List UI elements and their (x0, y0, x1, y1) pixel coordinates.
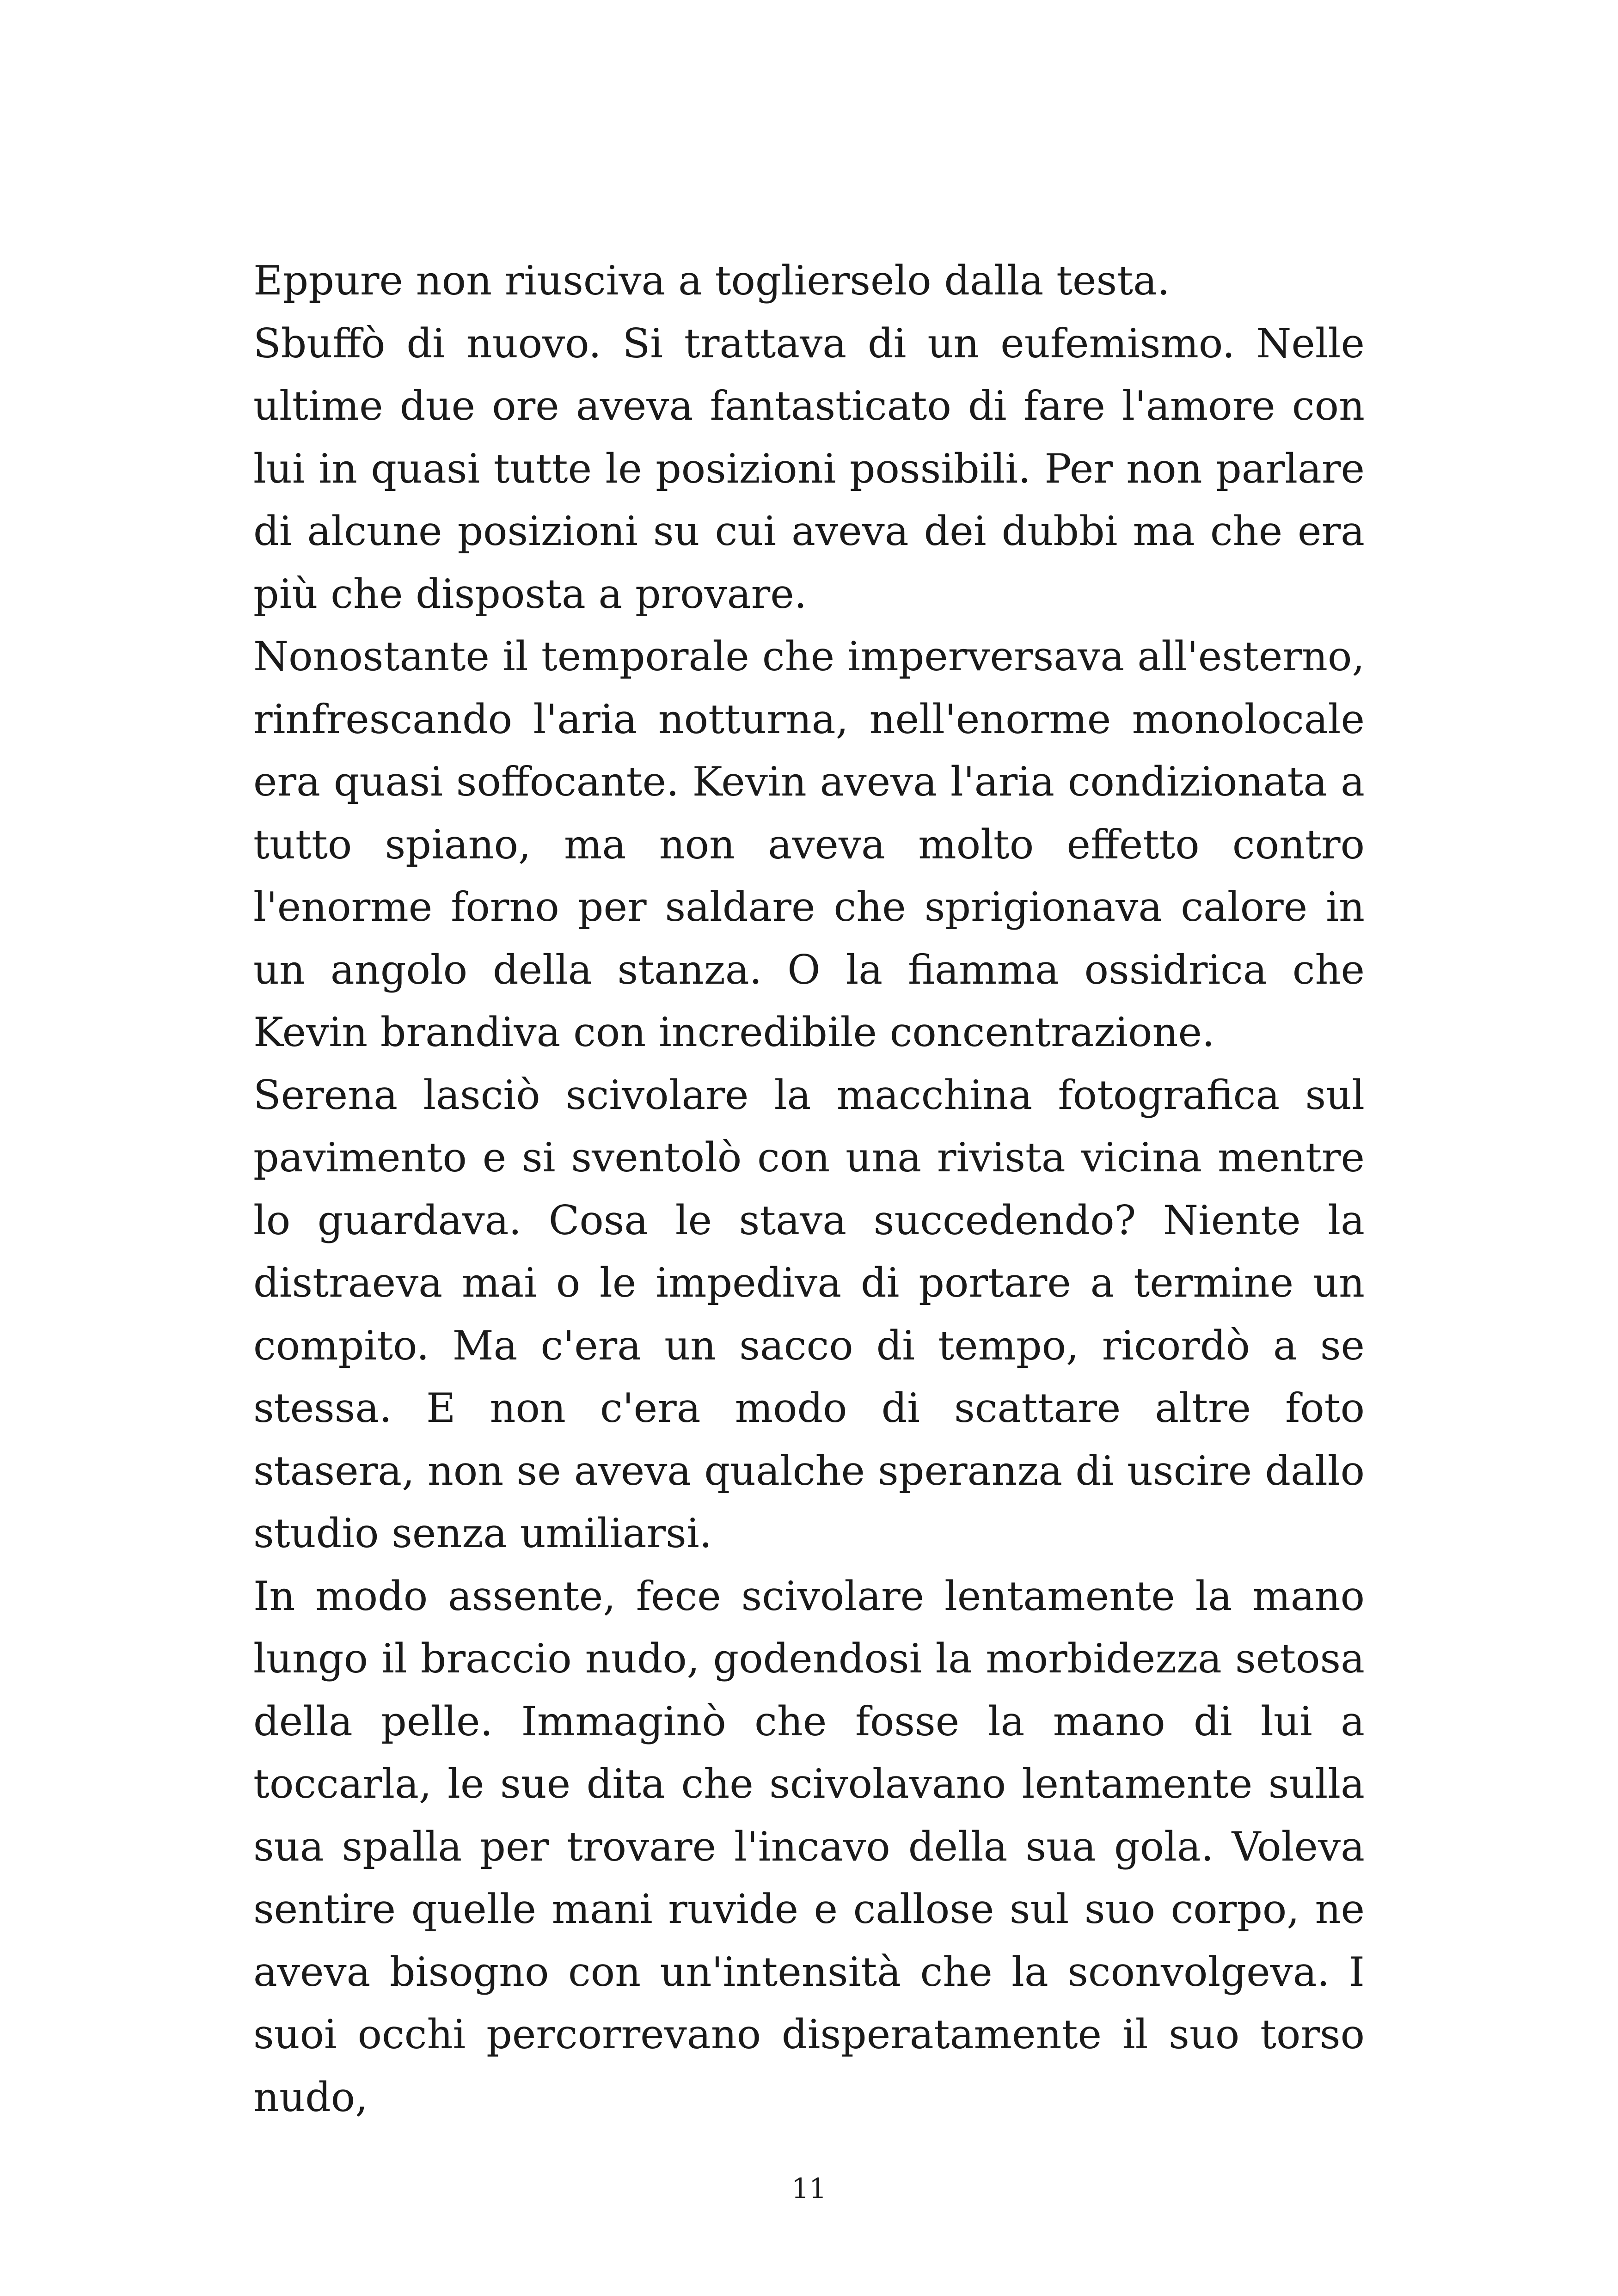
paragraph-1: Eppure non riusciva a toglierselo dalla testa. (253, 257, 1170, 304)
paragraph-4: Serena lasciò scivolare la macchina fotografica sul pavimento e si sventolò con una rivista vicina mentre lo guardava. Cosa le stava succedendo? Niente la distraeva mai o le impediva di portare a termine un compito. Ma c'era un sacco di tempo, ricordò a se stessa. E non c'era modo di scattare altre foto stasera, non se aveva qualche speranza di uscire dallo studio senza umiliarsi. (253, 1071, 1365, 1557)
paragraph-5: In modo assente, fece scivolare lentamente la mano lungo il braccio nudo, godendosi la morbidezza setosa della pelle. Immaginò che fosse la mano di lui a toccarla, le sue dita che scivolavano lentamente sulla sua spalla per trovare l'incavo della sua gola. Voleva sentire quelle mani ruvide e callose sul suo corpo, ne aveva bisogno con un'intensità che la sconvolgeva. I suoi occhi percorrevano disperatamente il suo torso nudo, (253, 1572, 1365, 2121)
paragraph-2: Sbuffò di nuovo. Si trattava di un eufemismo. Nelle ultime due ore aveva fantasticato di fare l'amore con lui in quasi tutte le posizioni possibili. Per non parlare di alcune posizioni su cui aveva dei dubbi ma che era più che disposta a provare. (253, 319, 1365, 618)
body-text (253, 250, 1365, 2129)
paragraph-3: Nonostante il temporale che imperversava all'esterno, rinfrescando l'aria notturna, nell'enorme monolocale era quasi soffocante. Kevin aveva l'aria condizionata a tutto spiano, ma non aveva molto effetto contro l'enorme forno per saldare che sprigionava calore in un angolo della stanza. O la fiamma ossidrica che Kevin brandiva con incredibile concentrazione. (253, 633, 1365, 1056)
page-number: 11 (791, 2173, 827, 2205)
